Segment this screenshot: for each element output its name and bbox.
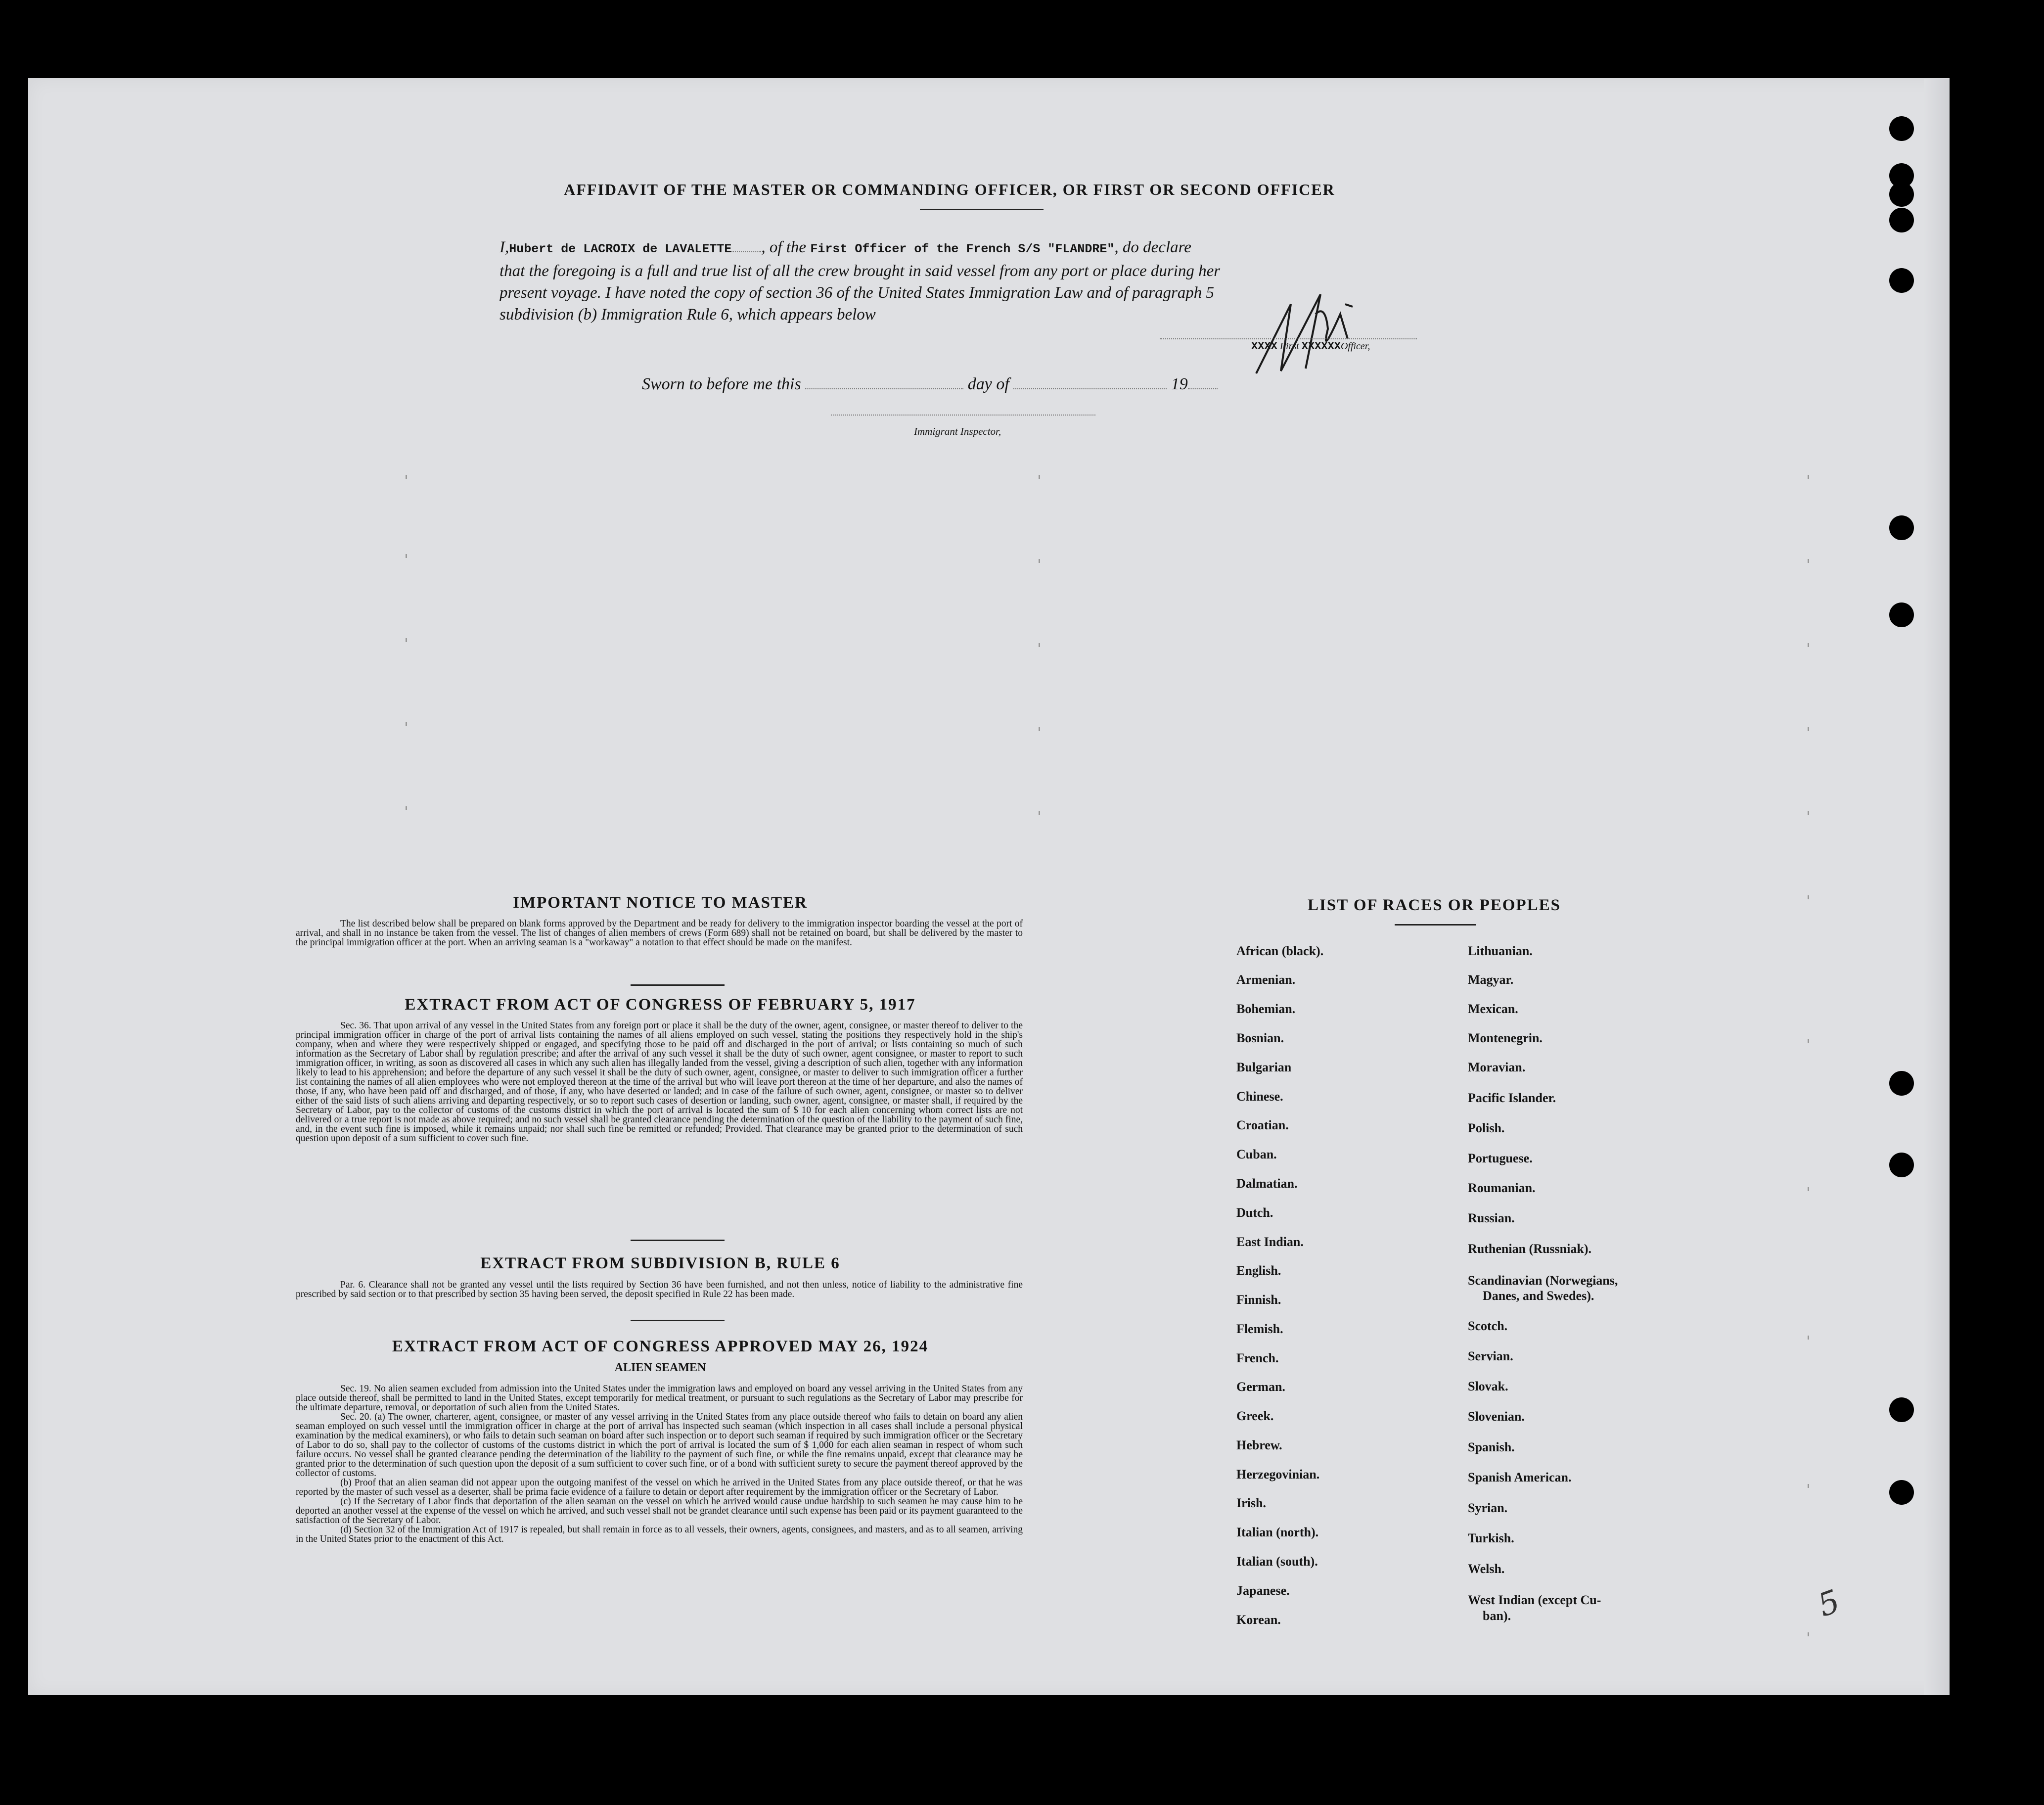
race-item: Montenegrin.	[1468, 1031, 1543, 1045]
caption-first: First	[1279, 341, 1299, 352]
race-item: Lithuanian.	[1468, 944, 1533, 958]
race-item: ban).	[1483, 1609, 1511, 1623]
race-item: Danes, and Swedes).	[1483, 1289, 1594, 1303]
notice-paragraph: The list described below shall be prepared on blank forms approved by the Department and be ready for delivery to the immigration inspector boarding the vessel at the port of arrival, and shall in no instance be taken from the vessel. The list of changes of alien members of crews (Form 689) shall not be retained on board, but shall be delivered by the master to the principal immigration officer at the port. When an arriving seaman is a "workaway" a notation to that effect should be made on the manifest.	[296, 919, 1023, 948]
race-item: Korean.	[1236, 1613, 1281, 1627]
caption-officer: Officer,	[1340, 341, 1370, 352]
race-item: Russian.	[1468, 1211, 1515, 1225]
race-item: Spanish.	[1468, 1440, 1515, 1454]
race-item: Mexican.	[1468, 1002, 1518, 1016]
declarant-role: First Officer of the French S/S "FLANDRE"	[810, 242, 1115, 256]
extract-1924-subtitle: ALIEN SEAMEN	[614, 1361, 706, 1374]
signature-caption	[1251, 340, 1370, 353]
race-item: Cuban.	[1236, 1147, 1277, 1161]
race-item: English.	[1236, 1263, 1281, 1278]
race-item: French.	[1236, 1351, 1279, 1365]
race-item: Dalmatian.	[1236, 1176, 1298, 1191]
inspector-caption: Immigrant Inspector,	[914, 425, 1001, 437]
race-item: East Indian.	[1236, 1235, 1304, 1249]
extract-1917-body	[296, 1021, 1023, 1143]
extract-1917-title: EXTRACT FROM ACT OF CONGRESS OF FEBRUARY 5, 1917	[405, 996, 916, 1014]
race-item: Italian (south).	[1236, 1554, 1318, 1569]
binder-hole	[1889, 515, 1914, 540]
margin-page-number: 5	[1813, 1583, 1845, 1624]
race-item: Welsh.	[1468, 1562, 1505, 1576]
race-item: Armenian.	[1236, 972, 1296, 987]
race-item: African (black).	[1236, 944, 1324, 958]
affidavit-suffix: , do declare	[1114, 238, 1191, 256]
affidavit-line-4: subdivision (b) Immigration Rule 6, which appears below	[500, 306, 876, 324]
binder-hole	[1889, 116, 1914, 141]
race-item: Italian (north).	[1236, 1525, 1319, 1539]
race-item: Ruthenian (Russniak).	[1468, 1242, 1591, 1256]
notice-title: IMPORTANT NOTICE TO MASTER	[513, 894, 808, 912]
extract-1924-sec20d: (d) Section 32 of the Immigration Act of 1917 is repealed, but shall remain in force as to all vessels, their owners, agents, consignees, and masters, and as to all seamen, arriving in the United States prior to the enactment of this Act.	[296, 1525, 1023, 1544]
extract-1917-paragraph: Sec. 36. That upon arrival of any vessel in the United States from any foreign port or place it shall be the duty of the owner, agent, consignee, or master thereof to deliver to the principal immigration officer in charge of the port of arrival lists containing the names of all aliens employed on such vessel, stating the positions they respectively hold in the ship's company, when and where they were respectively shipped or engaged, and specifying those to be paid off and discharged in the port of arrival; or lists containing so much of such information as the Secretary of Labor shall by regulation prescribe; and after the arrival of any such vessel it shall be the duty of such owner, agent consignee, or master to report to such immigration officer, in writing, as soon as discovered all cases in which any such alien has illegally landed from the vessel, giving a description of such alien, together with any information likely to lead to his apprehension; and before the departure of any such vessel it shall be the duty of such owner, agent, consignee, or master to deliver to such immigration officer a further list containing the names of all alien employees who were not employed thereon at the time of the arrival but who will leave port thereon at the time of her departure, and also the names of those, if any, who have been paid off and discharged, and of those, if any, who have deserted or landed; and in case of the failure of such owner, agent, consignee, or master so to deliver either of the said lists of such aliens arriving and departing respectively, or so to report such cases of desertion or landing, such owner, agent, consignee, or master shall, if required by the Secretary of Labor, pay to the collector of customs of the customs district in which the port of arrival is located the sum of $ 10 for each alien concerning whom correct lists are not delivered or a true report is not made as above required; and no such vessel shall be granted clearance pending the determination of the question of the liability to the payment of such fine, and, in the event such fine is imposed, while it remains unpaid; nor shall such fine be remitted or refunded; Provided. That clearance may be granted prior to the determination of such question upon deposit of a sum sufficient to cover such fine.	[296, 1020, 1023, 1144]
declarant-name: Hubert de LACROIX de LAVALETTE	[509, 242, 732, 256]
race-item: Slovenian.	[1468, 1409, 1525, 1424]
race-item: Moravian.	[1468, 1060, 1526, 1074]
extract-1924-body	[296, 1384, 1023, 1544]
races-title: LIST OF RACES OR PEOPLES	[1308, 896, 1561, 914]
race-item: German.	[1236, 1380, 1285, 1394]
race-item: Irish.	[1236, 1496, 1266, 1510]
race-item: Pacific Islander.	[1468, 1091, 1556, 1105]
binder-hole	[1889, 602, 1914, 627]
race-item: Magyar.	[1468, 972, 1514, 987]
race-item: Scotch.	[1468, 1319, 1508, 1333]
affidavit-title-rule	[920, 209, 1044, 210]
affidavit-title: AFFIDAVIT OF THE MASTER OR COMMANDING OFFICER, OR FIRST OR SECOND OFFICER	[564, 181, 1335, 198]
sworn-year-blank	[1188, 388, 1218, 389]
sworn-day-blank	[805, 388, 963, 389]
officer-signature	[1246, 284, 1365, 378]
affidavit-line-3: present voyage. I have noted the copy of section 36 of the United States Immigration Law and of paragraph 5	[500, 284, 1215, 302]
race-item: Japanese.	[1236, 1583, 1290, 1598]
race-item: Herzegovinian.	[1236, 1467, 1320, 1481]
notice-body	[296, 919, 1023, 947]
binder-hole	[1889, 182, 1914, 207]
race-item: Slovak.	[1468, 1379, 1508, 1393]
inspector-signature-line	[831, 415, 1095, 416]
extract-1924-sec19: Sec. 19. No alien seamen excluded from admission into the United States under the immigration laws and employed on board any vessel arriving in the United States from any place outside thereof, shall be permitted to land in the United States, except temporarily for medical treatment, or pursuant to such regulations as the Secretary of Labor may prescribe for the ultimate departure, removal, or deportation of such alien from the United States.	[296, 1384, 1023, 1413]
race-item: Turkish.	[1468, 1531, 1514, 1545]
race-item: Greek.	[1236, 1409, 1274, 1423]
extract-1924-sec20a: Sec. 20. (a) The owner, charterer, agent, consignee, or master of any vessel arriving in the United States from any place outside thereof who fails to detain on board any alien seaman employed on such vessel until the immigration officer in charge at the port of arrival has inspected such seaman (which inspection in all cases shall include a personal physical examination by the medical examiners), or who fails to detain such seaman on board after such inspection or to deport such seaman if required by such immigration officer or the Secretary of Labor to do so, shall pay to the collector of customs of the customs district in which the port of arrival is located the sum of $ 1,000 for each alien seaman in respect of whom such failure occurs. No vessel shall be granted clearance pending the determination of the liability to the payment of such fine, or while the fine remains unpaid, except that clearance may be granted prior to the determination of such question upon the deposit of a sum sufficient to cover such fine, or of a bond with sufficient surety to secure the payment thereof approved by the collector of customs.	[296, 1412, 1023, 1479]
race-item: West Indian (except Cu-	[1468, 1593, 1601, 1607]
race-item: Roumanian.	[1468, 1181, 1536, 1195]
page-edge-fold	[1924, 79, 1950, 1695]
race-item: Finnish.	[1236, 1293, 1281, 1307]
race-item: Bulgarian	[1236, 1060, 1292, 1074]
extract-1917-rule	[631, 1240, 725, 1241]
struck-title-1: XXXX	[1251, 340, 1277, 353]
binder-hole	[1889, 1071, 1914, 1096]
affidavit-blank	[731, 251, 761, 252]
signature-line	[1160, 338, 1417, 339]
binder-hole	[1889, 208, 1914, 232]
sworn-line	[642, 375, 1218, 394]
sworn-month-blank	[1013, 388, 1167, 389]
extract-rule6-body	[296, 1280, 1023, 1299]
race-item: Bosnian.	[1236, 1031, 1284, 1045]
extract-1924-sec20b: (b) Proof that an alien seaman did not appear upon the outgoing manifest of the vessel on which he arrived in the United States from any place outside thereof, or that he was reported by the master of such vessel as a deserter, shall be prima facie evidence of a failure to detain or deport after requirement by the immigration officer or the Secretary of Labor.	[296, 1478, 1023, 1497]
binder-hole	[1889, 1480, 1914, 1505]
notice-rule	[631, 984, 725, 986]
sworn-day-of: day of	[967, 375, 1009, 393]
sworn-year: 19	[1171, 375, 1188, 393]
race-item: Spanish American.	[1468, 1470, 1572, 1484]
race-item: Hebrew.	[1236, 1438, 1282, 1452]
sworn-prefix: Sworn to before me this	[642, 375, 801, 393]
race-item: Servian.	[1468, 1349, 1513, 1363]
extract-1924-sec20c: (c) If the Secretary of Labor finds that deportation of the alien seaman on the vessel on which he arrived would cause undue hardship to such seamen he may cause him to be deported an another vessel at the expense of the vessel on which he arrived, and such vessel shall not be grandet clearance until such expense has been paid or its payment guaranteed to the satisfaction of the Secretary of Labor.	[296, 1496, 1023, 1526]
extract-rule6-paragraph: Par. 6. Clearance shall not be granted any vessel until the lists required by Section 36 have been furnished, and not then unless, notice of liability to the administrative fine prescribed by said section or to that prescribed by section 35 having been served, the deposit specified in Rule 22 has been made.	[296, 1280, 1023, 1299]
race-item: Polish.	[1468, 1121, 1505, 1135]
affidavit-mid: , of the	[761, 238, 807, 256]
race-item: Portuguese.	[1468, 1151, 1533, 1165]
extract-1924-title: EXTRACT FROM ACT OF CONGRESS APPROVED MAY 26, 1924	[392, 1338, 929, 1355]
extract-rule6-title: EXTRACT FROM SUBDIVISION B, RULE 6	[480, 1254, 840, 1272]
binder-hole	[1889, 1397, 1914, 1422]
race-item: Chinese.	[1236, 1089, 1283, 1104]
affidavit-line-2: that the foregoing is a full and true list of all the crew brought in said vessel from any port or place during her	[500, 262, 1221, 280]
race-item: Flemish.	[1236, 1322, 1283, 1336]
race-item: Croatian.	[1236, 1118, 1289, 1132]
race-item: Syrian.	[1468, 1501, 1508, 1515]
races-title-rule	[1395, 924, 1476, 926]
affidavit-prefix: I,	[500, 238, 509, 256]
binder-hole	[1889, 1153, 1914, 1177]
race-item: Bohemian.	[1236, 1002, 1296, 1016]
race-item: Dutch.	[1236, 1205, 1273, 1220]
extract-rule6-rule	[631, 1320, 725, 1321]
race-item: Scandinavian (Norwegians,	[1468, 1273, 1618, 1288]
binder-hole	[1889, 268, 1914, 293]
struck-title-2: XXXXXX	[1301, 340, 1341, 353]
